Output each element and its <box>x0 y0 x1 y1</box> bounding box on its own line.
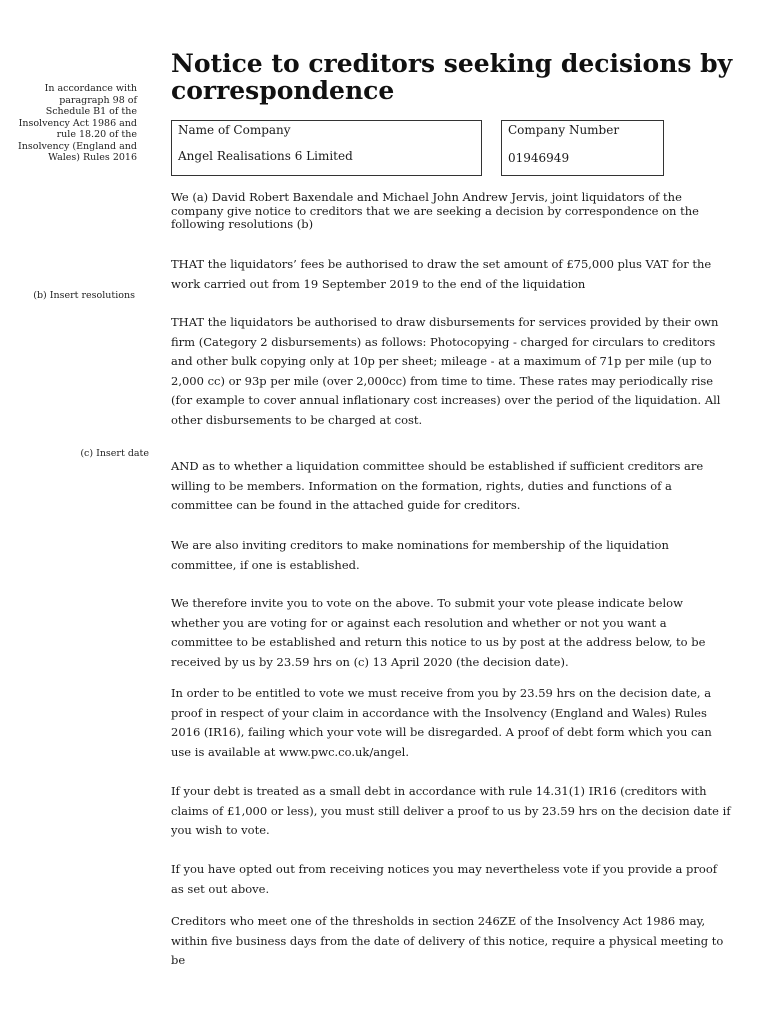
statutory-reference-note: In accordance with paragraph 98 of Schedule B1 of the Insolvency Act 1986 and rule 18.20 of the Insolvency (England and Wales) Rules 2016 <box>18 83 137 163</box>
insert-resolutions-note: (b) Insert resolutions <box>33 290 135 301</box>
disbursements-resolution: THAT the liquidators be authorised to draw disbursements for services provided by their own firm (Category 2 disbursements) as follows: Photocopying - charged for circulars to creditors and other bulk copying only at 10p per sheet; mileage - at a maximum of 71p per mile (up to 2,000 cc) or 93p per mile (over 2,000cc) from time to time. These rates may periodically rise (for example to cover annual inflationary cost increases) over the period of the liquidation. All other disbursements to be charged at cost. <box>171 315 721 427</box>
company-name-label: Name of Company <box>178 123 291 137</box>
company-number-box <box>501 120 664 176</box>
fees-resolution: THAT the liquidators’ fees be authorised to draw the set amount of £75,000 plus VAT for the work carried out from 19 September 2019 to the end of the liquidation <box>171 257 712 291</box>
proof-of-debt-paragraph: In order to be entitled to vote we must receive from you by 23.59 hrs on the decision date, a proof in respect of your claim in accordance with the Insolvency (England and Wales) Rules 2016 (IR16), failing which your vote will be disregarded. A proof of debt form which you can use is available at www.pwc.co.uk/angel. <box>171 686 712 759</box>
vote-instructions-paragraph: We therefore invite you to vote on the above. To submit your vote please indicate below whether you are voting for or against each resolution and whether or not you want a committee to be established and return this notice to us by post at the address below, to be received by us by 23.59 hrs on (c) 13 April 2020 (the decision date). <box>171 596 706 669</box>
nominations-paragraph: We are also inviting creditors to make nominations for membership of the liquidation committee, if one is established. <box>171 538 669 572</box>
company-number-value: 01946949 <box>508 151 570 165</box>
opted-out-paragraph: If you have opted out from receiving notices you may nevertheless vote if you provide a proof as set out above. <box>171 862 718 896</box>
page-title: Notice to creditors seeking decisions by correspondence <box>171 49 733 105</box>
company-name-value: Angel Realisations 6 Limited <box>178 149 353 163</box>
threshold-paragraph: Creditors who meet one of the thresholds in section 246ZE of the Insolvency Act 1986 may, within five business days from the date of delivery of this notice, require a physical meeting to be <box>171 914 724 967</box>
company-name-box <box>171 120 482 176</box>
committee-resolution: AND as to whether a liquidation committee should be established if sufficient creditors are willing to be members. Information on the formation, rights, duties and functions of a committee can be found in the attached guide for creditors. <box>171 459 704 512</box>
intro-paragraph: We (a) David Robert Baxendale and Michael John Andrew Jervis, joint liquidators of the company give notice to creditors that we are seeking a decision by correspondence on the following resolutions (b) <box>171 190 699 231</box>
company-number-label: Company Number <box>508 123 620 137</box>
insert-date-note: (c) Insert date <box>80 448 149 459</box>
small-debt-paragraph: If your debt is treated as a small debt in accordance with rule 14.31(1) IR16 (creditors with claims of £1,000 or less), you must still deliver a proof to us by 23.59 hrs on the decision date if you wish to vote. <box>171 784 731 837</box>
